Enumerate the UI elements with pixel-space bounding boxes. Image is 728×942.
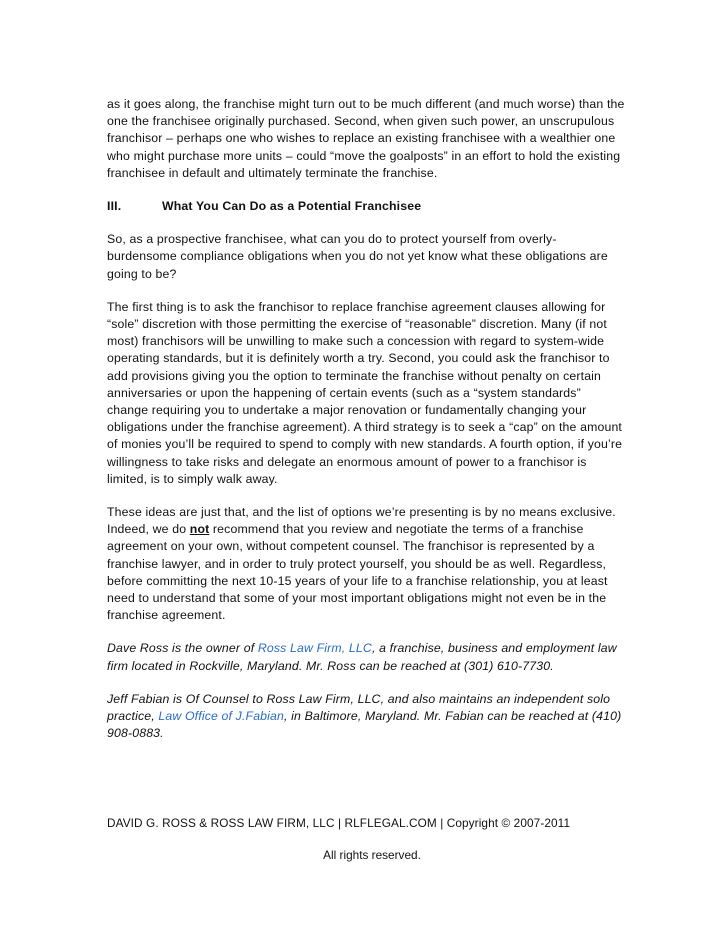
section-heading bbox=[107, 198, 625, 215]
bio-fabian-end: , in Baltimore, Maryland. Mr. Fabian can be reached at (410) 908-0883. bbox=[107, 709, 622, 741]
paragraph-counsel-start: These ideas are just that, and the list of options we’re presenting is by no means exclusive. Indeed, we do bbox=[107, 505, 616, 537]
law-office-fabian-link[interactable]: Law Office of J.Fabian bbox=[158, 709, 285, 724]
footer-copyright: DAVID G. ROSS & ROSS LAW FIRM, LLC | RLFLEGAL.COM | Copyright © 2007-2011 bbox=[107, 816, 571, 830]
section-title: What You Can Do as a Potential Franchisee bbox=[162, 199, 422, 214]
footer-rights-reserved: All rights reserved. bbox=[323, 848, 421, 862]
paragraph-continuation: as it goes along, the franchise might turn out to be much different (and much worse) than the one the franchisee originally purchased. Second, when given such power, an unscrupulous franchisor – perhaps one who wishes to replace an existing franchisee with a wealthier one who might purchase more units – could “move the goalposts” in an effort to hold the existing franchisee in default and ultimately terminate the franchise. bbox=[107, 97, 625, 180]
paragraph-question: So, as a prospective franchisee, what can you do to protect yourself from overly-burdensome compliance obligations when you do not yet know what these obligations are going to be? bbox=[107, 232, 608, 281]
bio-fabian-start: Jeff Fabian is Of Counsel to Ross Law Firm, LLC, and also maintains an independent solo practice, bbox=[107, 691, 611, 724]
section-number: III. bbox=[107, 199, 122, 214]
author-bio-ross bbox=[107, 640, 625, 674]
bio-ross-start: Dave Ross is the owner of bbox=[107, 641, 258, 656]
paragraph-counsel bbox=[107, 504, 625, 624]
ross-law-firm-link[interactable]: Ross Law Firm, LLC bbox=[257, 641, 372, 656]
paragraph-counsel-end: recommend that you review and negotiate the terms of a franchise agreement on your own, without competent counsel. The franchisor is represented by a franchise lawyer, and in order to truly protect yourself, you should be as well. Regardless, before committing the next 10-15 years of your life to a franchise relationship, you at least need to understand that some of your most important obligations might not even be in the franchise agreement. bbox=[107, 522, 608, 623]
paragraph-strategies: The first thing is to ask the franchisor to replace franchise agreement clauses allowing for “sole” discretion with those permitting the exercise of “reasonable” discretion. Many (if not most) franchisors will be unwilling to make such a concession with regard to system-wide operating standards, but it is definitely worth a try. Second, you could ask the franchisor to add provisions giving you the option to terminate the franchise without penalty on certain anniversaries or upon the happening of certain events (such as a “system standards” change requiring you to undertake a major renovation or fundamentally changing your obligations under the franchise agreement). A third strategy is to seek a “cap” on the amount of monies you’ll be required to spend to comply with new standards. A fourth option, if you’re willingness to take risks and delegate an enormous amount of power to a franchisor is limited, is to simply walk away. bbox=[107, 299, 623, 486]
author-bio-fabian bbox=[107, 691, 625, 743]
bio-ross-end: , a franchise, business and employment law firm located in Rockville, Maryland. Mr. Ross can be reached at (301) 610-7730. bbox=[107, 641, 617, 673]
emphasis-not: not bbox=[189, 522, 210, 537]
document-body bbox=[107, 96, 625, 759]
